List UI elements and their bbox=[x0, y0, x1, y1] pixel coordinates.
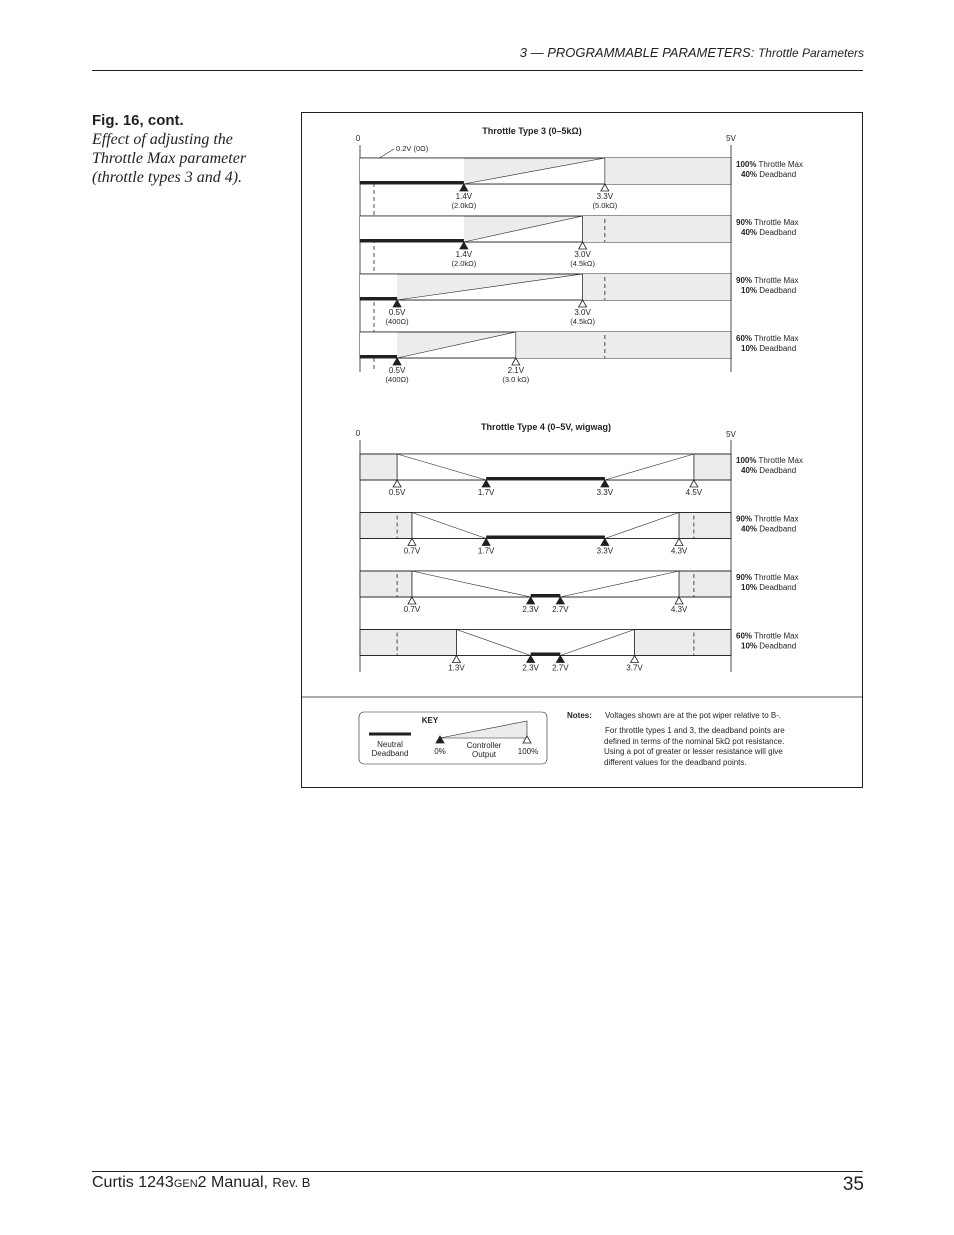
type4-row-3-label-2: 2.3V bbox=[522, 605, 539, 614]
type3-row-1-full-area bbox=[605, 158, 731, 184]
type4-row-2-label-1: 0.7V bbox=[403, 546, 421, 556]
key-zero-label: 0% bbox=[434, 747, 446, 756]
type4-row-2-marker-3 bbox=[601, 539, 609, 546]
type3-row-1-right-marker bbox=[601, 184, 609, 191]
type4-row-4-label-3: 2.7V bbox=[552, 663, 569, 673]
key-output-2: Output bbox=[471, 750, 497, 759]
type3-row-2-left-ohms: (2.0kΩ) bbox=[451, 259, 477, 268]
type4-row-3-label-4: 4.3V bbox=[670, 605, 688, 614]
type4-row-4-throttle-max-label: 60% Throttle Max bbox=[736, 631, 799, 641]
footer-rule bbox=[92, 1171, 863, 1172]
type3-row-3-right-ohms: (4.5kΩ) bbox=[570, 317, 595, 326]
type4-axis-start: 0 bbox=[355, 429, 361, 438]
type3-row-3-deadband-label: 10% Deadband bbox=[741, 286, 797, 295]
type4-row-1-marker-3 bbox=[601, 480, 609, 487]
type4-title: Throttle Type 4 (0–5V, wigwag) bbox=[480, 422, 612, 432]
notes-label: Notes: bbox=[567, 711, 592, 720]
header-section: 3 — PROGRAMMABLE PARAMETERS: bbox=[519, 45, 755, 60]
type4-row-3-deadband-label: 10% Deadband bbox=[741, 583, 797, 592]
footer-manual bbox=[92, 1174, 310, 1192]
type3-row-2-right-volts: 3.0V bbox=[574, 250, 591, 259]
key-neutral-2: Deadband bbox=[371, 749, 409, 758]
type3-row-4-right-marker bbox=[512, 358, 520, 365]
footer-revision: Rev. B bbox=[272, 1175, 311, 1190]
type3-axis-end: 5V bbox=[726, 134, 736, 143]
type3-row-3-right-marker bbox=[579, 300, 587, 307]
type4-row-4-label-4: 3.7V bbox=[626, 663, 643, 673]
type3-row-1-throttle-max-label: 100% Throttle Max bbox=[736, 160, 804, 169]
type3-row-1-left-marker bbox=[460, 184, 468, 191]
type3-title: Throttle Type 3 (0–5kΩ) bbox=[482, 126, 582, 136]
type4-row-4-label-1: 1.3V bbox=[448, 663, 465, 673]
type4-row-1-label-2: 1.7V bbox=[477, 488, 495, 497]
type4-row-3-marker-2 bbox=[527, 597, 535, 604]
type4-row-2-label-3: 3.3V bbox=[596, 546, 614, 556]
type4-row-1-marker-1 bbox=[393, 480, 401, 487]
header-subsection: Throttle Parameters bbox=[757, 46, 864, 60]
type3-row-1-left-volts: 1.4V bbox=[455, 192, 473, 201]
type4-row-3-marker-1 bbox=[408, 597, 416, 604]
type3-row-1-deadband-label: 40% Deadband bbox=[741, 170, 797, 179]
key-hundred-label: 100% bbox=[517, 747, 539, 756]
type3-row-3-throttle-max-label: 90% Throttle Max bbox=[736, 276, 799, 285]
type4-row-1-label-1: 0.5V bbox=[388, 488, 406, 497]
type3-row-3-left-ohms: (400Ω) bbox=[385, 317, 409, 326]
type3-row-1-left-ohms: (2.0kΩ) bbox=[451, 201, 477, 210]
type4-row-3-label-3: 2.7V bbox=[552, 605, 569, 614]
type4-row-1-label-3: 3.3V bbox=[596, 488, 614, 497]
key-output-1: Controller bbox=[466, 741, 502, 750]
key-title: KEY bbox=[421, 716, 439, 725]
type4-row-1-deadband-label: 40% Deadband bbox=[741, 466, 797, 475]
type3-row-1-right-volts: 3.3V bbox=[596, 192, 614, 201]
type3-offset-label: 0.2V (0Ω) bbox=[396, 144, 429, 153]
type4-row-3-marker-4 bbox=[675, 597, 683, 604]
type4-row-4-label-2: 2.3V bbox=[522, 663, 539, 673]
type3-row-3-deadband-area bbox=[360, 274, 397, 300]
type3-row-4-right-volts: 2.1V bbox=[507, 366, 525, 375]
type3-row-4-throttle-max-label: 60% Throttle Max bbox=[736, 334, 799, 343]
notes-line-2: For throttle types 1 and 3, the deadband points are bbox=[605, 726, 785, 735]
type4-row-2-marker-4 bbox=[675, 539, 683, 546]
type3-row-2-deadband-area bbox=[360, 216, 464, 242]
type4-row-3-throttle-max-label: 90% Throttle Max bbox=[736, 573, 799, 582]
type4-row-1-throttle-max-label: 100% Throttle Max bbox=[736, 456, 804, 465]
type4-row-4-marker-4 bbox=[631, 656, 639, 663]
type4-row-4-marker-1 bbox=[452, 656, 460, 663]
type3-row-3-left-marker bbox=[393, 300, 401, 307]
figure-title: Fig. 16, cont. bbox=[92, 112, 184, 129]
type4-row-2-marker-1 bbox=[408, 539, 416, 546]
type3-row-1-right-ohms: (5.0kΩ) bbox=[592, 201, 618, 210]
type3-row-4-left-ohms: (400Ω) bbox=[385, 375, 409, 384]
type4-row-1-marker-4 bbox=[690, 480, 698, 487]
type3-row-2-left-volts: 1.4V bbox=[455, 250, 473, 259]
type3-row-2-right-marker bbox=[579, 242, 587, 249]
page-number: 35 bbox=[842, 1174, 864, 1195]
type3-row-4-deadband-area bbox=[360, 332, 397, 358]
type4-row-4-marker-2 bbox=[527, 656, 535, 663]
type3-axis-start: 0 bbox=[355, 134, 361, 143]
type4-row-2-deadband-label: 40% Deadband bbox=[741, 524, 797, 534]
type4-row-3-marker-3 bbox=[556, 597, 564, 604]
type4-row-1-marker-2 bbox=[482, 480, 490, 487]
type4-row-2-marker-2 bbox=[482, 539, 490, 546]
type3-row-2-right-ohms: (4.5kΩ) bbox=[570, 259, 595, 268]
type4-row-4-deadband-label: 10% Deadband bbox=[741, 641, 797, 651]
type3-row-4-left-volts: 0.5V bbox=[388, 366, 406, 375]
type3-row-3-right-volts: 3.0V bbox=[574, 308, 591, 317]
type3-row-2-throttle-max-label: 90% Throttle Max bbox=[736, 218, 799, 227]
type3-row-4-deadband-label: 10% Deadband bbox=[741, 344, 797, 353]
notes-line-3: defined in terms of the nominal 5kΩ pot resistance. bbox=[604, 737, 785, 746]
type3-row-4-right-ohms: (3.0 kΩ) bbox=[502, 375, 530, 384]
footer-manual-name: Curtis 1243 bbox=[92, 1174, 174, 1191]
type3-row-4-left-marker bbox=[393, 358, 401, 365]
figure-caption: Effect of adjusting the Throttle Max parameter (throttle types 3 and 4). bbox=[92, 131, 247, 186]
type4-row-2-label-4: 4.3V bbox=[670, 546, 688, 556]
notes-line-4: Using a pot of greater or lesser resistance will give bbox=[604, 747, 783, 756]
type3-row-1-deadband-area bbox=[360, 158, 464, 184]
type4-row-3-label-1: 0.7V bbox=[403, 605, 421, 614]
footer-manual-suffix: 2 Manual, bbox=[197, 1174, 268, 1191]
footer-manual-gen: GEN bbox=[173, 1178, 198, 1190]
type4-axis-end: 5V bbox=[726, 430, 736, 439]
notes-line-1: Voltages shown are at the pot wiper relative to B-. bbox=[605, 711, 782, 720]
type3-row-4-full-area bbox=[516, 332, 731, 358]
type4-row-1-label-4: 4.5V bbox=[685, 488, 703, 497]
type3-row-2-deadband-label: 40% Deadband bbox=[741, 228, 797, 237]
type3-row-3-left-volts: 0.5V bbox=[388, 308, 406, 317]
type4-row-4-marker-3 bbox=[556, 656, 564, 663]
key-neutral-1: Neutral bbox=[377, 740, 403, 749]
type3-row-2-left-marker bbox=[460, 242, 468, 249]
type4-row-2-label-2: 1.7V bbox=[477, 546, 495, 556]
type4-row-2-throttle-max-label: 90% Throttle Max bbox=[736, 514, 799, 524]
notes-line-5: different values for the deadband points. bbox=[604, 758, 747, 767]
